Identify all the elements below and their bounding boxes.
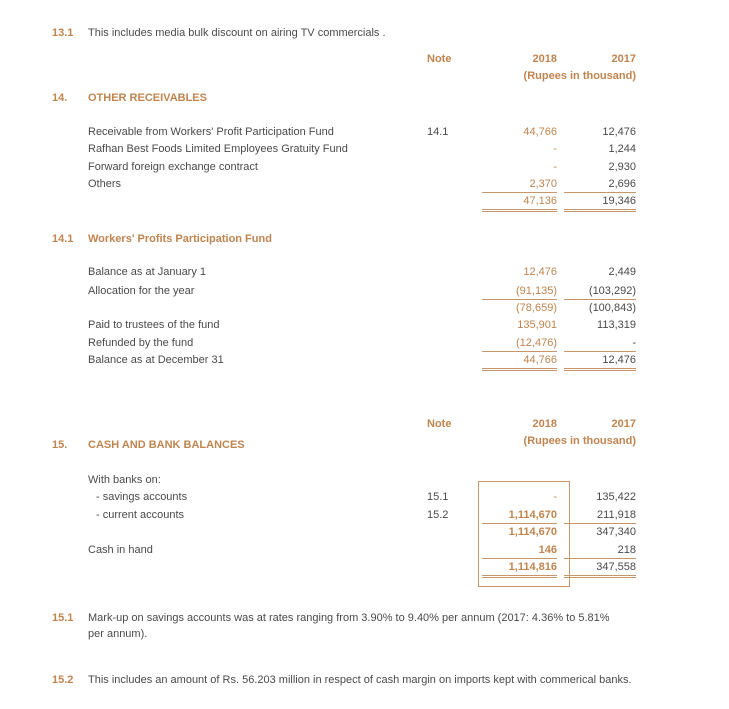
rule: [564, 209, 636, 210]
rule: [482, 209, 557, 210]
rule: [482, 523, 557, 524]
note-number: 15.1: [52, 612, 74, 624]
rule: [564, 368, 636, 369]
total-2018: 1,114,816: [508, 561, 557, 573]
section-title: OTHER RECEIVABLES: [88, 92, 207, 104]
value-2017: 2,449: [608, 266, 636, 278]
rule: [482, 368, 557, 369]
rule: [482, 577, 557, 578]
rule: [482, 351, 557, 352]
rule: [482, 192, 557, 193]
row-label: Others: [88, 178, 122, 190]
unit-header: (Rupees in thousand): [523, 70, 636, 82]
value-2018: 44,766: [523, 354, 557, 366]
value-2018: 44,766: [523, 126, 557, 138]
rule: [564, 211, 636, 212]
rule: [564, 575, 636, 576]
row-label: Rafhan Best Foods Limited Employees Gratuity Fund: [88, 143, 348, 155]
value-2017: 12,476: [602, 126, 636, 138]
value-2018: -: [553, 161, 557, 173]
section-number: 14.: [52, 92, 68, 104]
rule: [482, 211, 557, 212]
note-text: per annum).: [88, 628, 148, 640]
value-2017: 218: [617, 544, 636, 556]
year-2017-header: 2017: [611, 418, 636, 430]
unit-header: (Rupees in thousand): [523, 435, 636, 447]
note-column-header: Note: [427, 53, 452, 65]
rule: [482, 558, 557, 559]
rule: [482, 370, 557, 371]
value-2017: -: [632, 337, 636, 349]
total-2017: 347,558: [596, 561, 636, 573]
value-2018: (12,476): [516, 337, 557, 349]
row-label: Balance as at January 1: [88, 266, 207, 278]
value-2018: (91,135): [516, 285, 557, 297]
rule: [564, 370, 636, 371]
year-2018-header: 2018: [532, 53, 557, 65]
row-label: Forward foreign exchange contract: [88, 161, 258, 173]
value-2017: 2,930: [608, 161, 636, 173]
row-label: Refunded by the fund: [88, 337, 194, 349]
value-2017: 211,918: [597, 509, 636, 521]
section-title: CASH AND BANK BALANCES: [88, 439, 245, 451]
row-note: 14.1: [427, 126, 449, 138]
note-number: 15.2: [52, 674, 74, 686]
rule: [564, 299, 636, 300]
rule: [564, 577, 636, 578]
value-2017: (100,843): [588, 302, 636, 314]
row-label: With banks on:: [88, 474, 161, 486]
total-2018: 47,136: [523, 195, 557, 207]
value-2017: 347,340: [596, 526, 636, 538]
total-2017: 19,346: [602, 195, 636, 207]
row-note: 15.2: [427, 509, 449, 521]
row-label: Receivable from Workers' Profit Participation Fund: [88, 126, 334, 138]
row-label: Cash in hand: [88, 544, 153, 556]
row-note: 15.1: [427, 491, 449, 503]
year-2017-header: 2017: [611, 53, 636, 65]
note-text: Mark-up on savings accounts was at rates ranging from 3.90% to 9.40% per annum (2017: 4.36% to 5.81%: [88, 612, 610, 624]
value-2018: 12,476: [523, 266, 557, 278]
value-2018: 2,370: [529, 178, 557, 190]
value-2017: 113,319: [597, 319, 636, 331]
rule: [564, 351, 636, 352]
note-column-header: Note: [427, 418, 452, 430]
rule: [482, 299, 557, 300]
section-number: 15.: [52, 439, 68, 451]
value-2018: 1,114,670: [508, 526, 557, 538]
row-label: Allocation for the year: [88, 285, 195, 297]
note-text: This includes media bulk discount on airing TV commercials .: [88, 27, 386, 39]
row-label: - current accounts: [96, 509, 185, 521]
note-text: This includes an amount of Rs. 56.203 million in respect of cash margin on imports kept with commerical banks.: [88, 674, 632, 686]
rule: [564, 523, 636, 524]
rule: [564, 192, 636, 193]
row-label: - savings accounts: [96, 491, 188, 503]
section-title: Workers' Profits Participation Fund: [88, 233, 272, 245]
rule: [564, 558, 636, 559]
year-2018-header: 2018: [532, 418, 557, 430]
value-2017: 1,244: [608, 143, 636, 155]
value-2017: 2,696: [608, 178, 636, 190]
value-2017: (103,292): [588, 285, 636, 297]
row-label: Balance as at December 31: [88, 354, 224, 366]
value-2018: -: [553, 491, 557, 503]
rule: [482, 575, 557, 576]
value-2017: 12,476: [602, 354, 636, 366]
value-2018: 146: [538, 544, 557, 556]
value-2017: 135,422: [596, 491, 636, 503]
value-2018: 135,901: [517, 319, 557, 331]
value-2018: 1,114,670: [508, 509, 557, 521]
section-number: 14.1: [52, 233, 74, 245]
value-2018: (78,659): [516, 302, 557, 314]
note-number: 13.1: [52, 27, 74, 39]
value-2018: -: [553, 143, 557, 155]
row-label: Paid to trustees of the fund: [88, 319, 220, 331]
